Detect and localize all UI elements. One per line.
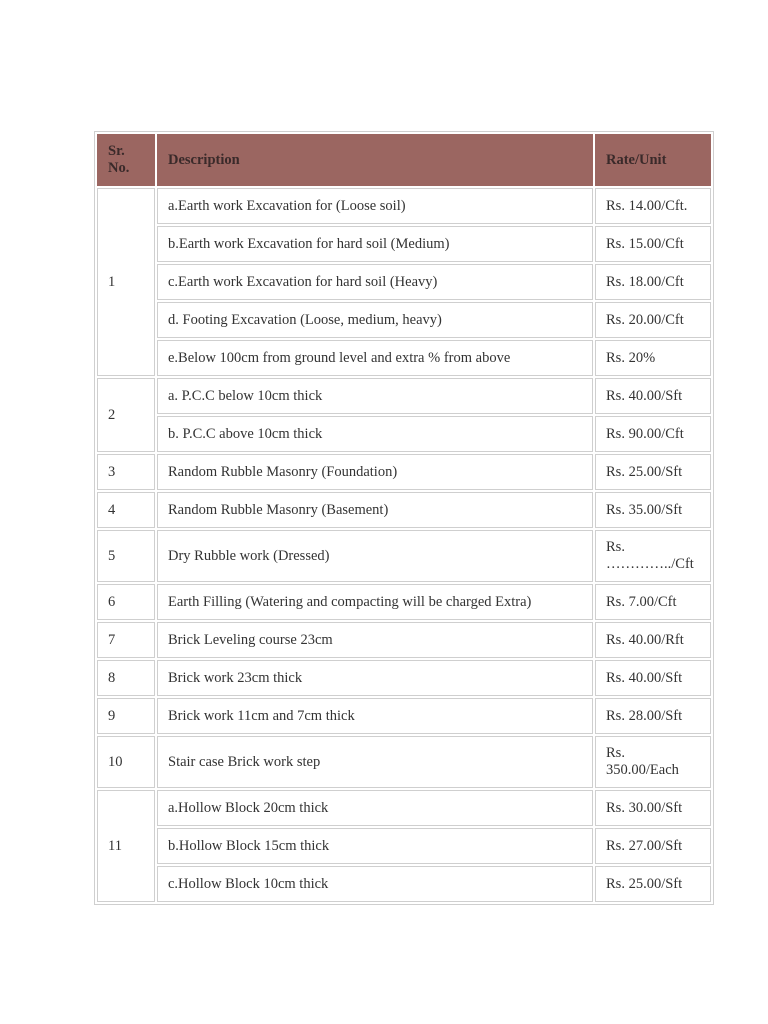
sr-no-cell: 4 [97,492,155,528]
sr-no-cell: 5 [97,530,155,582]
table-row [97,226,711,262]
table-row [97,736,711,788]
description-cell: Dry Rubble work (Dressed) [157,530,593,582]
rate-cell: Rs. 20% [595,340,711,376]
rate-cell: Rs. 28.00/Sft [595,698,711,734]
header-row [97,134,711,186]
sr-no-cell: 7 [97,622,155,658]
rate-cell: Rs. 27.00/Sft [595,828,711,864]
sr-no-cell: 9 [97,698,155,734]
rate-table [94,131,714,905]
sr-no-cell: 10 [97,736,155,788]
table-row [97,698,711,734]
rate-cell: Rs. 7.00/Cft [595,584,711,620]
description-cell: Earth Filling (Watering and compacting will be charged Extra) [157,584,593,620]
rate-cell: Rs. 90.00/Cft [595,416,711,452]
table-row [97,302,711,338]
rate-cell: Rs. …………../Cft [595,530,711,582]
rate-cell: Rs. 35.00/Sft [595,492,711,528]
rate-cell: Rs. 18.00/Cft [595,264,711,300]
sr-no-cell: 8 [97,660,155,696]
rate-cell: Rs. 30.00/Sft [595,790,711,826]
table-row [97,530,711,582]
description-cell: Brick Leveling course 23cm [157,622,593,658]
description-cell: a.Hollow Block 20cm thick [157,790,593,826]
description-cell: e.Below 100cm from ground level and extra % from above [157,340,593,376]
table-row [97,188,711,224]
rate-cell: Rs. 25.00/Sft [595,454,711,490]
header-description: Description [157,134,593,186]
table-row [97,378,711,414]
rate-table-body [97,188,711,902]
description-cell: c.Earth work Excavation for hard soil (Heavy) [157,264,593,300]
description-cell: d. Footing Excavation (Loose, medium, heavy) [157,302,593,338]
sr-no-cell: 2 [97,378,155,452]
table-row [97,866,711,902]
rate-cell: Rs. 40.00/Sft [595,660,711,696]
table-row [97,828,711,864]
header-rate-unit: Rate/Unit [595,134,711,186]
table-row [97,340,711,376]
table-row [97,622,711,658]
description-cell: b.Hollow Block 15cm thick [157,828,593,864]
rate-cell: Rs. 25.00/Sft [595,866,711,902]
sr-no-cell: 1 [97,188,155,376]
description-cell: a. P.C.C below 10cm thick [157,378,593,414]
description-cell: Random Rubble Masonry (Foundation) [157,454,593,490]
header-sr-no: Sr. No. [97,134,155,186]
table-row [97,492,711,528]
sr-no-cell: 6 [97,584,155,620]
description-cell: Brick work 11cm and 7cm thick [157,698,593,734]
rate-cell: Rs. 15.00/Cft [595,226,711,262]
rate-table-container [94,131,708,905]
description-cell: c.Hollow Block 10cm thick [157,866,593,902]
rate-table-header [97,134,711,186]
description-cell: b. P.C.C above 10cm thick [157,416,593,452]
table-row [97,416,711,452]
description-cell: Brick work 23cm thick [157,660,593,696]
table-row [97,790,711,826]
rate-cell: Rs. 40.00/Rft [595,622,711,658]
table-row [97,264,711,300]
rate-cell: Rs. 20.00/Cft [595,302,711,338]
table-row [97,454,711,490]
rate-cell: Rs. 40.00/Sft [595,378,711,414]
description-cell: Stair case Brick work step [157,736,593,788]
description-cell: b.Earth work Excavation for hard soil (Medium) [157,226,593,262]
rate-cell: Rs. 14.00/Cft. [595,188,711,224]
table-row [97,660,711,696]
sr-no-cell: 3 [97,454,155,490]
table-row [97,584,711,620]
description-cell: Random Rubble Masonry (Basement) [157,492,593,528]
description-cell: a.Earth work Excavation for (Loose soil) [157,188,593,224]
sr-no-cell: 11 [97,790,155,902]
rate-cell: Rs. 350.00/Each [595,736,711,788]
